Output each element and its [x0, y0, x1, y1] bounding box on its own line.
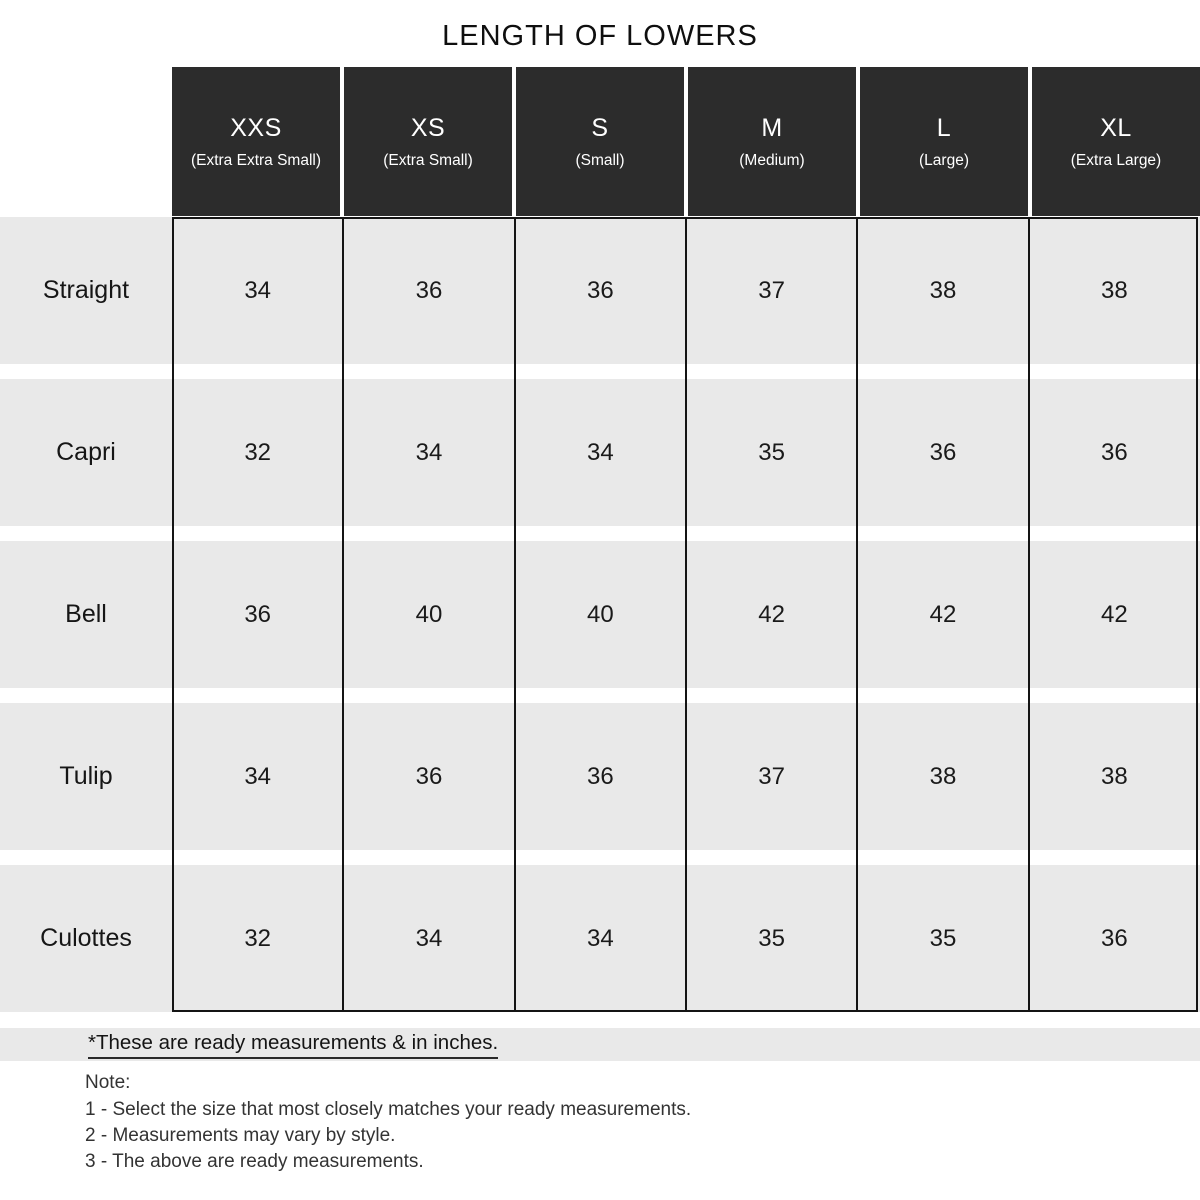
row-label: Straight [42, 276, 130, 304]
note-item-3: 3 - The above are ready measurements. [85, 1151, 424, 1172]
table-cell: 32 [244, 924, 272, 952]
note-item-2: 2 - Measurements may vary by style. [85, 1125, 396, 1146]
size-code: XL [1100, 113, 1132, 142]
table-cell: 36 [1100, 438, 1128, 466]
size-column-header-xl [1032, 67, 1200, 216]
size-full-name: (Small) [575, 151, 625, 169]
table-cell: 38 [929, 762, 957, 790]
note-heading: Note: [85, 1072, 131, 1093]
table-cell: 37 [758, 762, 785, 790]
table-cell: 40 [586, 600, 614, 628]
footnote-text: *These are ready measurements & in inches. [88, 1031, 498, 1059]
row-label: Tulip [59, 762, 113, 790]
table-cell: 35 [929, 924, 957, 952]
size-code: L [936, 113, 952, 142]
table-cell: 34 [415, 924, 443, 952]
size-table-body [0, 217, 1200, 1012]
table-cell: 34 [244, 762, 272, 790]
row-label: Capri [56, 438, 116, 466]
table-row-culottes [0, 865, 1200, 1012]
table-row-bell [0, 541, 1200, 688]
table-cell: 40 [415, 600, 443, 628]
table-cell: 34 [244, 276, 272, 304]
size-full-name: (Extra Small) [383, 151, 473, 169]
table-cell: 36 [586, 762, 614, 790]
table-cell: 42 [758, 600, 785, 628]
table-row-capri [0, 379, 1200, 526]
table-cell: 32 [244, 438, 272, 466]
size-full-name: (Extra Extra Small) [190, 151, 322, 169]
table-cell: 36 [244, 600, 272, 628]
note-block [85, 1072, 691, 1174]
table-cell: 34 [415, 438, 443, 466]
table-cell: 38 [1100, 276, 1128, 304]
size-column-header-l [860, 67, 1028, 216]
size-column-header-xxs [172, 67, 340, 216]
size-column-header-m [688, 67, 856, 216]
size-table [0, 67, 1200, 1027]
table-cell: 42 [929, 600, 957, 628]
table-cell: 35 [758, 438, 785, 466]
table-cell: 36 [1100, 924, 1128, 952]
table-row-tulip [0, 703, 1200, 850]
footnote-bar [0, 1028, 1200, 1061]
table-cell: 34 [586, 924, 614, 952]
page-title: LENGTH OF LOWERS [442, 20, 758, 52]
table-cell: 36 [586, 276, 614, 304]
size-full-name: (Extra Large) [1070, 151, 1162, 169]
size-code: S [591, 113, 609, 142]
table-cell: 42 [1100, 600, 1128, 628]
table-cell: 36 [929, 438, 957, 466]
table-cell: 35 [758, 924, 785, 952]
table-cell: 36 [415, 762, 443, 790]
row-label: Culottes [40, 924, 132, 952]
size-column-header-xs [344, 67, 512, 216]
table-cell: 36 [415, 276, 443, 304]
note-item-1: 1 - Select the size that most closely matches your ready measurements. [85, 1099, 692, 1120]
table-row-straight [0, 217, 1200, 364]
size-code: XS [410, 113, 446, 142]
table-cell: 38 [1100, 762, 1128, 790]
row-label: Bell [65, 600, 107, 628]
table-cell: 34 [586, 438, 614, 466]
size-column-header-s [516, 67, 684, 216]
size-table-header [172, 67, 1200, 216]
table-cell: 38 [929, 276, 957, 304]
table-cell: 37 [758, 276, 785, 304]
size-full-name: (Medium) [739, 151, 805, 169]
size-code: M [761, 113, 783, 142]
size-full-name: (Large) [919, 151, 969, 169]
size-code: XXS [230, 113, 282, 142]
